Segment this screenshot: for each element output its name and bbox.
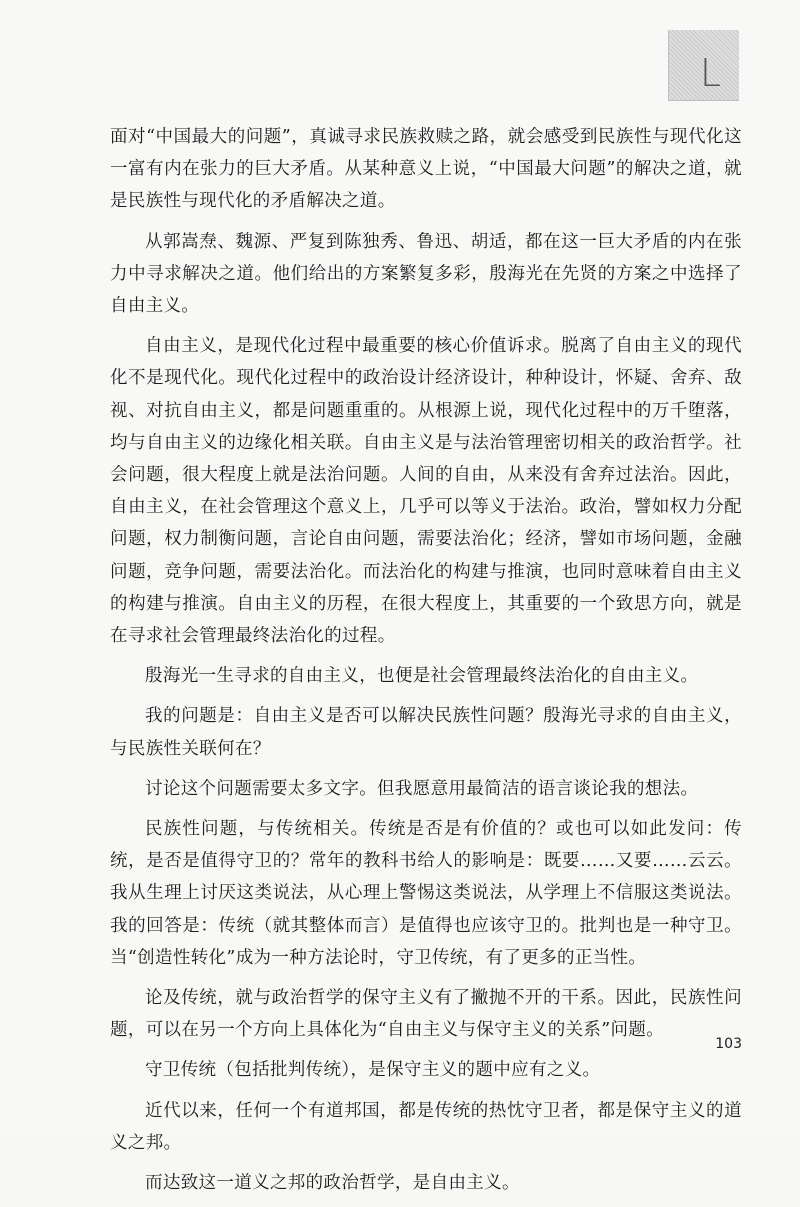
page-number: 103 <box>715 1036 742 1052</box>
paragraph: 面对“中国最大的问题”，真诚寻求民族救赎之路，就会感受到民族性与现代化这一富有内在张力的巨大矛盾。从某种意义上说，“中国最大问题”的解决之道，就是民族性与现代化的矛盾解决之道。 <box>110 127 742 212</box>
paragraph: 殷海光一生寻求的自由主义，也便是社会管理最终法治化的自由主义。 <box>145 666 699 687</box>
paragraph: 讨论这个问题需要太多文字。但我愿意用最简洁的语言谈论我的想法。 <box>145 778 699 799</box>
chapter-letter: L <box>699 51 721 95</box>
paragraph: 守卫传统（包括批判传统），是保守主义的题中应有之义。 <box>145 1060 601 1081</box>
paragraph: 自由主义，是现代化过程中最重要的核心价值诉求。脱离了自由主义的现代化不是现代化。现代化过程中的政治设计经济设计，种种设计，怀疑、舍弃、敌视、对抗自由主义，都是问题重重的。从根源上说，现代化过程中的万千堕落，均与自由主义的边缘化相关联。自由主义是与法治管理密切相关的政治哲学。社会问题，很大程度上就是法治问题。人间的自由，从来没有舍弃过法治。因此，自由主义，在社会管理这个意义上，几乎可以等义于法治。政治，譬如权力分配问题，权力制衡问题，言论自由问题，需要法治化；经济，譬如市场问题，金融问题，竞争问题，需要法治化。而法治化的构建与推演，也同时意味着自由主义的构建与推演。自由主义的历程，在很大程度上，其重要的一个致思方向，就是在寻求社会管理最终法治化的过程。 <box>110 336 742 647</box>
chapter-tab <box>668 30 739 101</box>
paragraph: 而达致这一道义之邦的政治哲学，是自由主义。 <box>145 1173 520 1194</box>
paragraph: 论及传统，就与政治哲学的保守主义有了撇抛不开的干系。因此，民族性问题，可以在另一个方向上具体化为“自由主义与保守主义的关系”问题。 <box>110 988 742 1041</box>
body-text <box>110 121 742 1207</box>
paragraph: 民族性问题，与传统相关。传统是否是有价值的？或也可以如此发问：传统，是否是值得守卫的？常年的教科书给人的影响是：既要……又要……云云。我从生理上讨厌这类说法，从心理上警惕这类说法，从学理上不信服这类说法。我的回答是：传统（就其整体而言）是值得也应该守卫的。批判也是一种守卫。当“创造性转化”成为一种方法论时，守卫传统，有了更多的正当性。 <box>110 819 742 968</box>
paragraph: 我的问题是：自由主义是否可以解决民族性问题？殷海光寻求的自由主义，与民族性关联何在？ <box>110 706 742 759</box>
paragraph: 近代以来，任何一个有道邦国，都是传统的热忱守卫者，都是保守主义的道义之邦。 <box>110 1100 742 1153</box>
paragraph: 从郭嵩焘、魏源、严复到陈独秀、鲁迅、胡适，都在这一巨大矛盾的内在张力中寻求解决之道。他们给出的方案繁复多彩，殷海光在先贤的方案之中选择了自由主义。 <box>110 231 742 317</box>
